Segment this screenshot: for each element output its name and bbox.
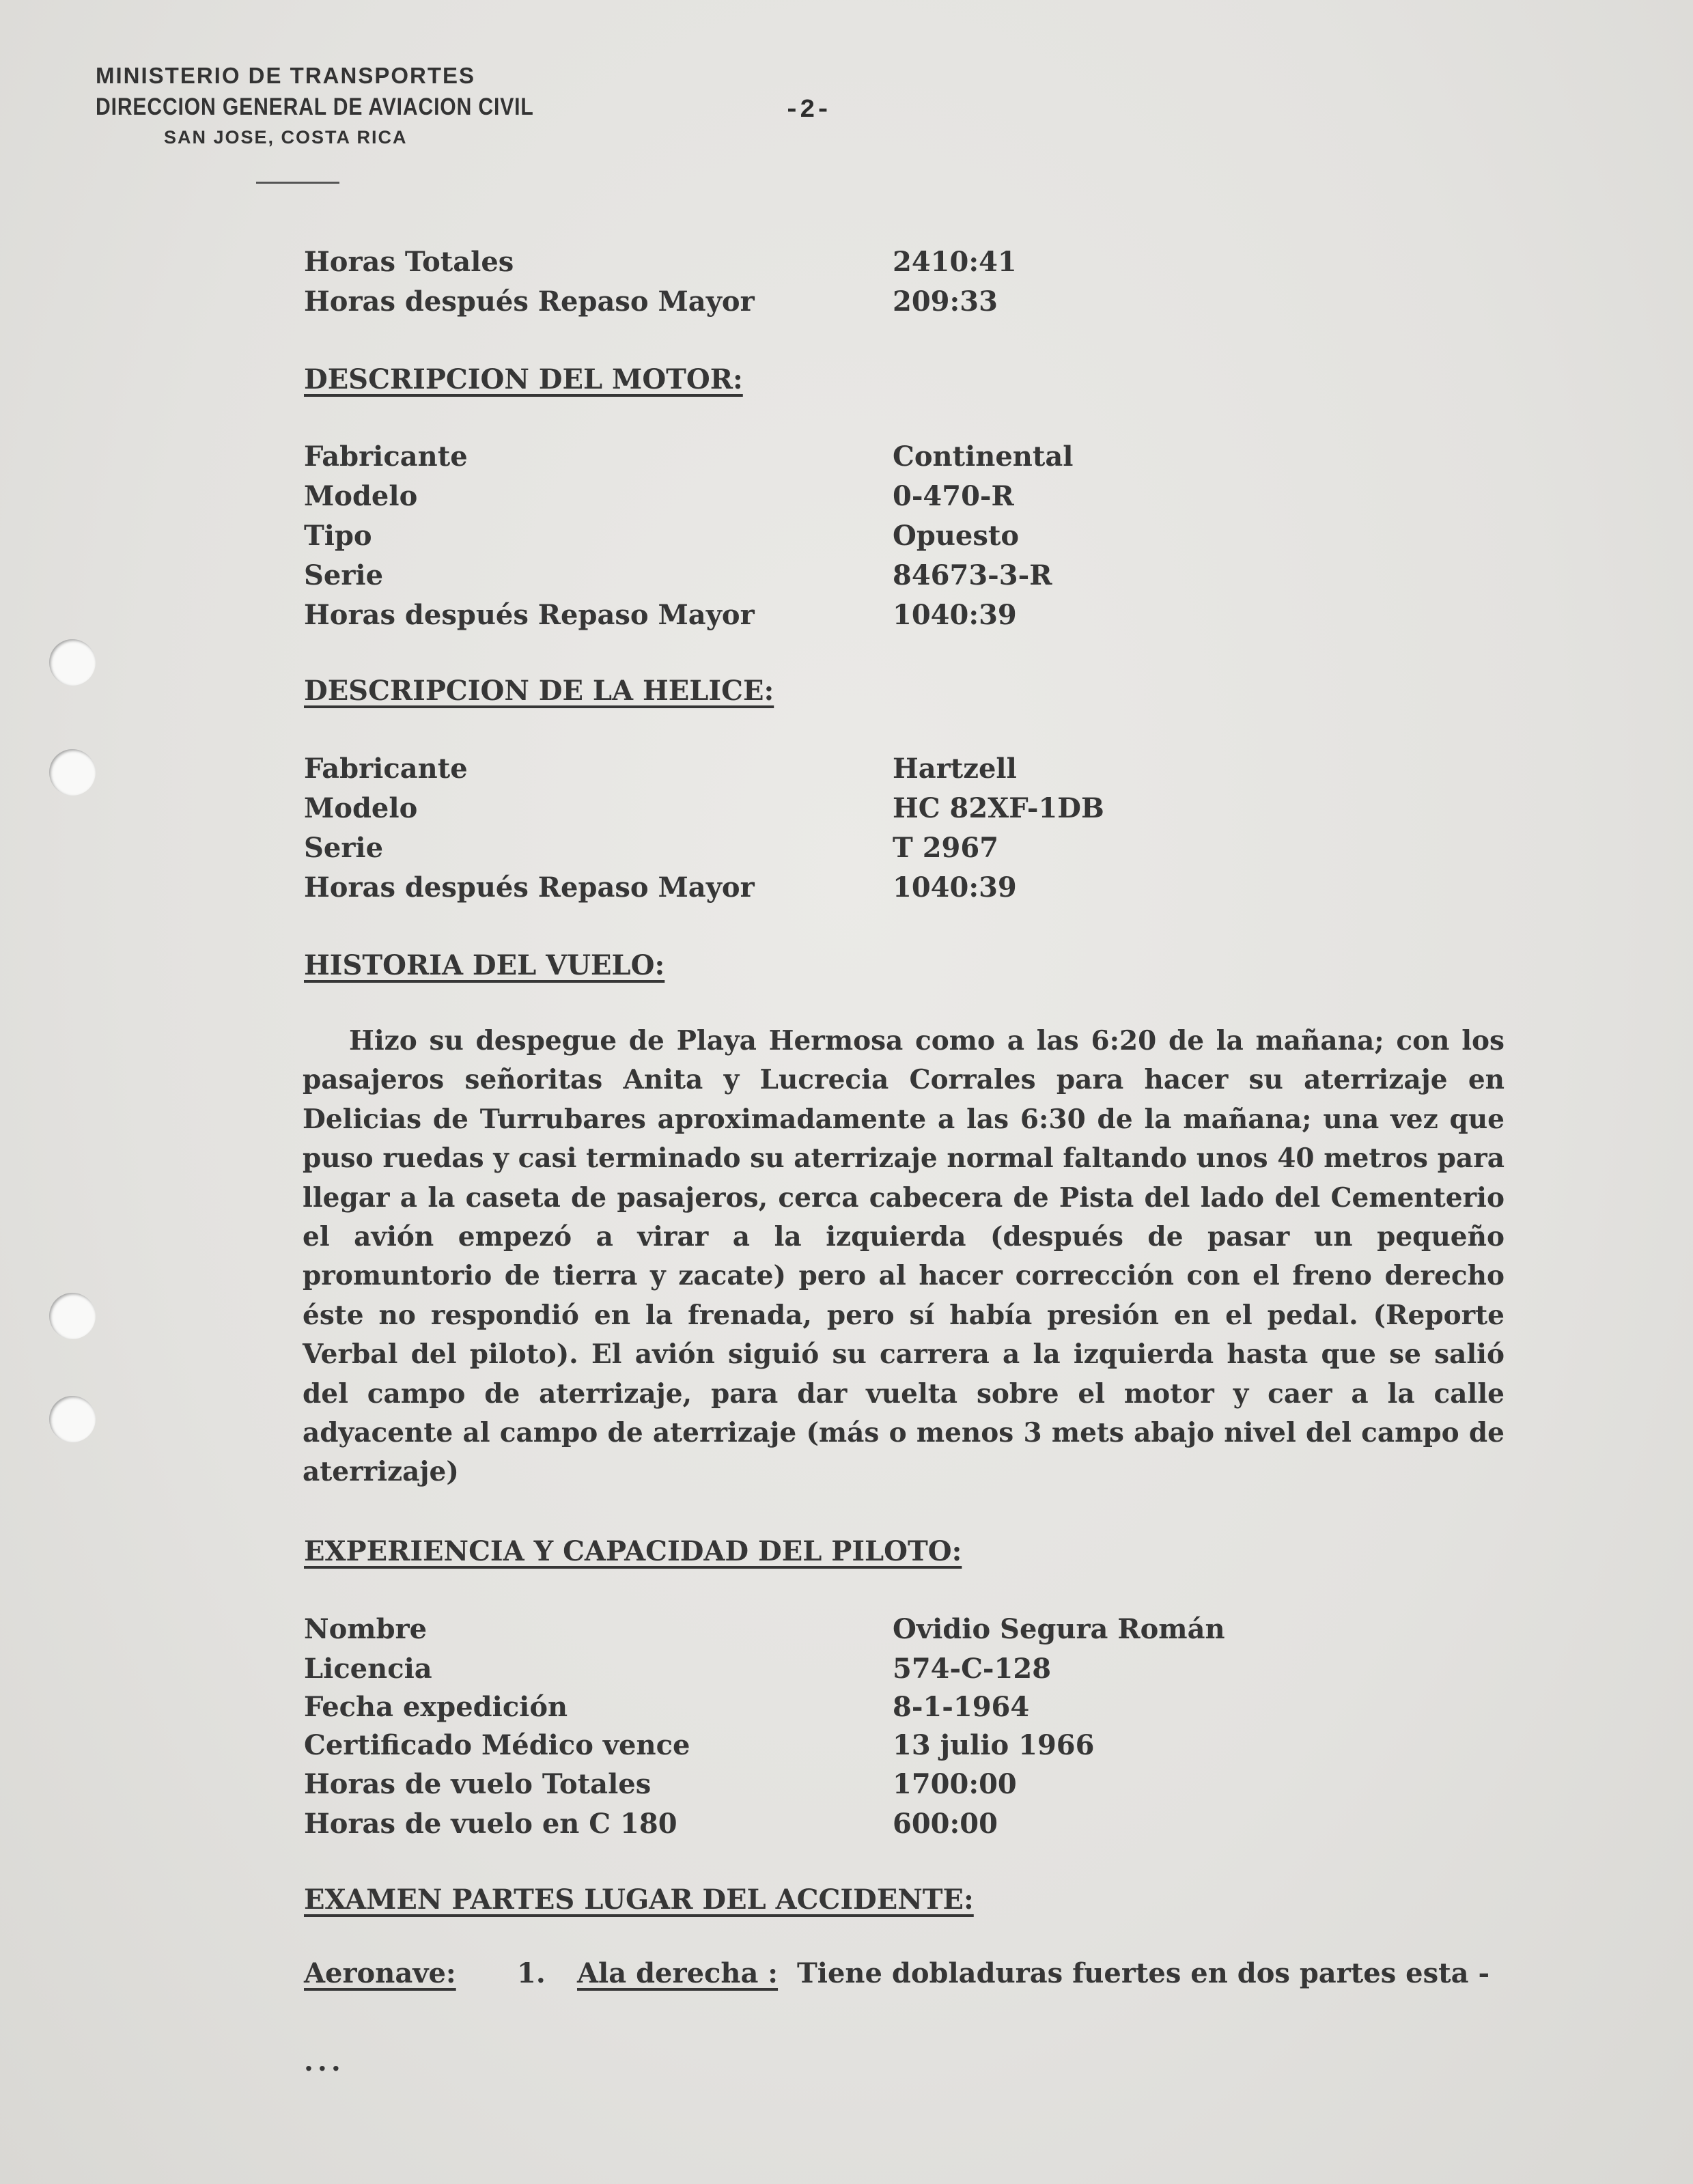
field-row: [304, 246, 1533, 285]
field-row: [304, 1729, 1533, 1769]
field-value: 8-1-1964: [893, 1691, 1030, 1723]
field-label: Nombre: [304, 1613, 428, 1645]
item-number: 1.: [517, 1957, 546, 1989]
punch-hole: [49, 1396, 96, 1442]
letterhead: [96, 60, 605, 152]
field-row: [304, 1768, 1533, 1808]
punch-hole: [49, 1293, 96, 1339]
field-value: HC 82XF-1DB: [893, 792, 1104, 824]
section-heading-motor: DESCRIPCION DEL MOTOR:: [304, 363, 743, 395]
field-row: [304, 1653, 1533, 1692]
field-value: 209:33: [893, 285, 998, 318]
field-value: 1700:00: [893, 1768, 1017, 1800]
letterhead-rule: [256, 182, 339, 184]
aeronave-line: [304, 1957, 1490, 1989]
continuation-dots: ...: [304, 2045, 345, 2077]
field-row: [304, 753, 1533, 792]
punch-hole: [49, 639, 96, 686]
field-row: [304, 559, 1533, 599]
field-label: Horas Totales: [304, 246, 514, 278]
field-row: [304, 1613, 1533, 1653]
field-label: Horas después Repaso Mayor: [304, 599, 755, 631]
field-label: Fabricante: [304, 440, 468, 473]
section-heading-helice: DESCRIPCION DE LA HELICE:: [304, 675, 774, 707]
field-value: 2410:41: [893, 246, 1017, 278]
field-value: 1040:39: [893, 871, 1017, 904]
field-row: [304, 440, 1533, 480]
field-value: T 2967: [893, 832, 999, 864]
field-row: [304, 1691, 1533, 1731]
field-label: Fecha expedición: [304, 1691, 568, 1723]
field-label: Certificado Médico vence: [304, 1729, 690, 1761]
field-value: Hartzell: [893, 753, 1017, 785]
field-row: [304, 520, 1533, 559]
field-label: Fabricante: [304, 753, 468, 785]
field-value: Ovidio Segura Román: [893, 1613, 1225, 1645]
item-label: Ala derecha :: [577, 1957, 779, 1989]
aeronave-label: Aeronave:: [304, 1957, 456, 1989]
field-value: 1040:39: [893, 599, 1017, 631]
field-label: Horas después Repaso Mayor: [304, 871, 755, 904]
field-label: Modelo: [304, 480, 418, 512]
field-label: Horas después Repaso Mayor: [304, 285, 755, 318]
field-label: Horas de vuelo Totales: [304, 1768, 652, 1800]
field-label: Tipo: [304, 520, 372, 552]
field-value: 13 julio 1966: [893, 1729, 1095, 1761]
field-row: [304, 871, 1533, 911]
field-row: [304, 792, 1533, 832]
field-value: Continental: [893, 440, 1074, 473]
field-value: 574-C-128: [893, 1653, 1052, 1685]
punch-hole: [49, 749, 96, 796]
letterhead-city: SAN JOSE, COSTA RICA: [164, 127, 408, 148]
section-heading-piloto: EXPERIENCIA Y CAPACIDAD DEL PILOTO:: [304, 1535, 962, 1567]
field-label: Licencia: [304, 1653, 432, 1685]
field-row: [304, 480, 1533, 520]
field-row: [304, 285, 1533, 325]
field-row: [304, 599, 1533, 639]
field-label: Serie: [304, 832, 384, 864]
field-label: Horas de vuelo en C 180: [304, 1808, 677, 1840]
section-heading-historia: HISTORIA DEL VUELO:: [304, 949, 665, 981]
item-text: Tiene dobladuras fuertes en dos partes esta -: [797, 1957, 1490, 1989]
field-value: 84673-3-R: [893, 559, 1052, 591]
field-row: [304, 832, 1533, 871]
field-value: 0-470-R: [893, 480, 1014, 512]
field-row: [304, 1808, 1533, 1847]
flight-history-paragraph: Hizo su despegue de Playa Hermosa como a las 6:20 de la mañana; con los pasajeros señoritas Anita y Lucrecia Corrales para hacer su aterrizaje en Delicias de Turrubares aproximadamente a las 6:30 de la mañana; una vez que puso ruedas y casi terminado su aterrizaje normal faltando unos 40 metros para llegar a la caseta de pasajeros, cerca cabecera de Pista del lado del Cementerio el avión empezó a virar a la izquierda (después de pasar un pequeño promuntorio de tierra y zacate) pero al hacer corrección con el freno derecho éste no respondió en la frenada, pero sí había presión en el pedal. (Reporte Verbal del piloto). El avión siguió su carrera a la izquierda hasta que se salió del campo de aterrizaje, para dar vuelta sobre el motor y caer a la calle adyacente al campo de aterrizaje (más o menos 3 mets abajo nivel del campo de aterrizaje): [303, 1025, 1505, 1488]
letterhead-direction: DIRECCION GENERAL DE AVIACION CIVIL: [96, 94, 534, 120]
page-number: -2-: [784, 96, 831, 125]
field-value: 600:00: [893, 1808, 998, 1840]
field-label: Modelo: [304, 792, 418, 824]
field-value: Opuesto: [893, 520, 1020, 552]
letterhead-ministry: MINISTERIO DE TRANSPORTES: [96, 63, 476, 88]
field-label: Serie: [304, 559, 384, 591]
section-heading-examen: EXAMEN PARTES LUGAR DEL ACCIDENTE:: [304, 1884, 974, 1916]
